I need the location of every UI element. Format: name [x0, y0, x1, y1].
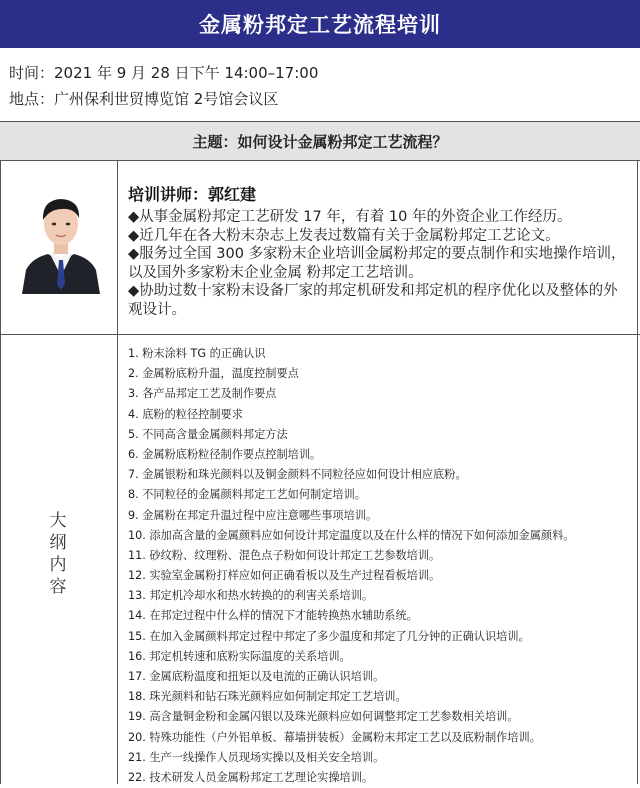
person-portrait-icon — [18, 184, 104, 294]
page-banner — [0, 0, 640, 48]
list-item: 15. 在加入金属颜料邦定过程中邦定了多少温度和邦定了几分钟的正确认识培训。 — [128, 629, 530, 643]
list-item: 3. 各产品邦定工艺及制作要点 — [128, 387, 277, 401]
list-item: 8. 不同粒径的金属颜料邦定工艺如何制定培训。 — [128, 488, 366, 502]
outline-label-char: 容 — [49, 577, 67, 597]
bio-line: ◆服务过全国 300 多家粉末企业培训金属粉邦定的要点制作和实地操作培训， 以及国外多家粉末企业金属 粉邦定工艺培训。 — [128, 246, 626, 281]
bio-line: ◆协助过数十家粉末设备厂家的邦定机研发和邦定机的程序优化以及整体的外观设计。 — [128, 283, 618, 318]
topic-header — [0, 121, 640, 161]
outline-label-char: 大 — [49, 511, 67, 531]
list-item: 14. 在邦定过程中什么样的情况下才能转换热水辅助系统。 — [128, 609, 418, 623]
list-item: 17. 金属底粉温度和扭矩以及电流的正确认识培训。 — [128, 670, 385, 683]
list-item: 21. 生产一线操作人员现场实操以及相关安全培训。 — [128, 750, 385, 764]
list-item: 11. 砂纹粉、纹理粉、混色点子粉如何设计邦定工艺参数培训。 — [128, 548, 441, 562]
list-item: 13. 邦定机冷却水和热水转换的的利害关系培训。 — [128, 589, 374, 603]
list-item: 22. 技术研发人员金属粉邦定工艺理论实操培训。 — [128, 770, 374, 784]
lecturer-name: 培训讲师：郭红建 — [128, 185, 257, 204]
list-item: 4. 底粉的粒径控制要求 — [128, 407, 243, 421]
outline-label-char: 纲 — [49, 533, 67, 553]
bio-line: ◆从事金属粉邦定工艺研发 17 年，有着 10 年的外资企业工作经历。 — [128, 209, 572, 225]
list-item: 1. 粉末涂料 TG 的正确认识 — [128, 347, 266, 360]
list-item: 18. 珠光颜料和钻石珠光颜料应如何制定邦定工艺培训。 — [128, 690, 407, 704]
list-item: 19. 高含量铜金粉和金属闪银以及珠光颜料应如何调整邦定工艺参数相关培训。 — [128, 710, 519, 724]
list-item: 12. 实验室金属粉打样应如何正确看板以及生产过程看板培训。 — [128, 569, 441, 583]
event-place: 地点：广州保利世贸博览馆 2号馆会议区 — [9, 90, 279, 108]
list-item: 5. 不同高含量金属颜料邦定方法 — [128, 427, 288, 441]
outline-list — [128, 344, 633, 788]
list-item: 7. 金属银粉和珠光颜料以及铜金颜料不同粒径应如何设计相应底粉。 — [128, 468, 467, 482]
outline-label — [38, 510, 78, 598]
list-item: 9. 金属粉在邦定升温过程中应注意哪些事项培训。 — [128, 508, 378, 522]
topic-title: 主题：如何设计金属粉邦定工艺流程？ — [192, 132, 448, 151]
list-item: 10. 添加高含量的金属颜料应如何设计邦定温度以及在什么样的情况下如何添加金属颜料。 — [128, 528, 575, 542]
lecturer-bio — [128, 208, 628, 319]
outline-label-char: 内 — [49, 555, 67, 575]
list-item: 6. 金属粉底粉粒径制作要点控制培训。 — [128, 447, 322, 461]
lecturer-photo — [18, 184, 104, 294]
list-item: 2. 金属粉底粉升温，温度控制要点 — [128, 367, 299, 381]
list-item: 16. 邦定机转速和底粉实际温度的关系培训。 — [128, 649, 351, 663]
column-divider — [117, 161, 118, 784]
page-title: 金属粉邦定工艺流程培训 — [199, 13, 441, 37]
event-time: 时间：2021 年 9 月 28 日下午 14:00–17:00 — [9, 64, 319, 82]
row-divider — [0, 334, 640, 335]
list-item: 20. 特殊功能性（户外铝单板、幕墙拼装板）金属粉末邦定工艺以及底粉制作培训。 — [128, 730, 541, 744]
bio-line: ◆近几年在各大粉末杂志上发表过数篇有关于金属粉邦定工艺论文。 — [128, 227, 560, 244]
